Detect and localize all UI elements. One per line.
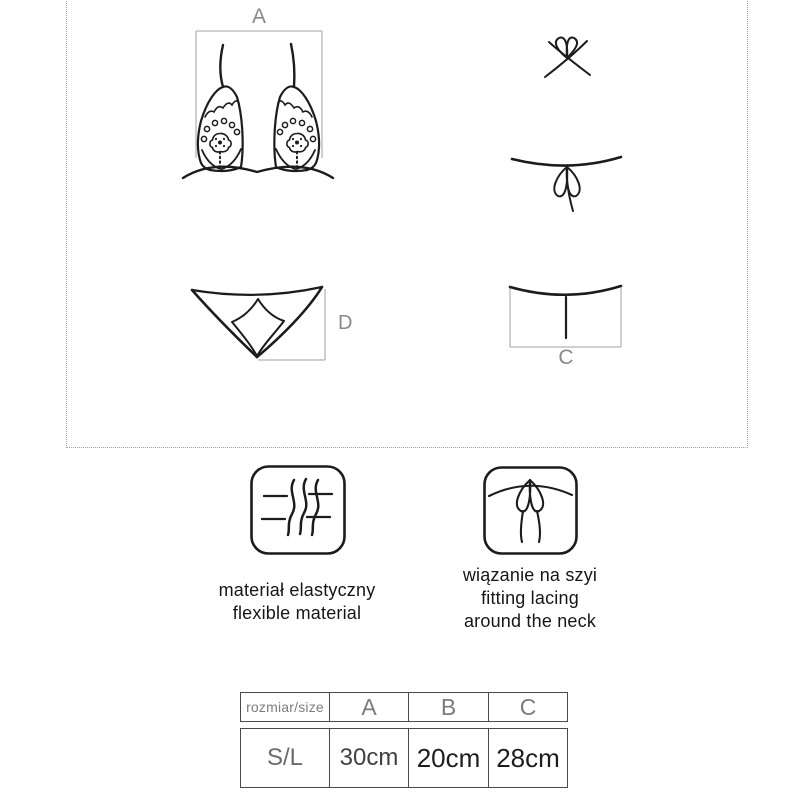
size-table: [240, 692, 568, 788]
measure-label-c: C: [558, 346, 574, 369]
bottom-back-drawing: [510, 286, 621, 338]
header-cell-rozmiar-size: rozmiar/size: [246, 699, 324, 715]
bra-front-drawing: [183, 44, 333, 178]
caption-line: around the neck: [463, 611, 597, 631]
neck-lacing-caption: [436, 564, 624, 633]
header-cell-b: B: [408, 693, 488, 721]
lace-flowers-right: [277, 118, 315, 141]
cell-size-sl: S/L: [266, 744, 304, 771]
caption-line: flexible material: [232, 603, 362, 623]
cell-value-b: 20cm: [408, 729, 488, 787]
size-table-data-row: [240, 728, 568, 788]
size-table-header-row: [240, 692, 568, 722]
cell-value-c: 28cm: [488, 729, 567, 787]
elastic-material-caption: [206, 579, 388, 625]
caption-line: wiązanie na szyi: [462, 565, 598, 585]
measure-label-d: D: [338, 312, 353, 334]
bottom-front-drawing: [192, 287, 322, 357]
header-cell-a: A: [329, 693, 408, 721]
lace-flowers-left: [201, 118, 239, 141]
bra-back-drawing: [512, 38, 621, 211]
caption-line: fitting lacing: [481, 588, 579, 608]
elastic-material-icon: [250, 465, 346, 555]
cell-value-a: 30cm: [329, 729, 408, 787]
header-cell-c: C: [488, 693, 567, 721]
measure-label-a: A: [251, 5, 267, 28]
caption-line: materiał elastyczny: [218, 580, 376, 600]
neck-lacing-icon: [483, 466, 578, 555]
